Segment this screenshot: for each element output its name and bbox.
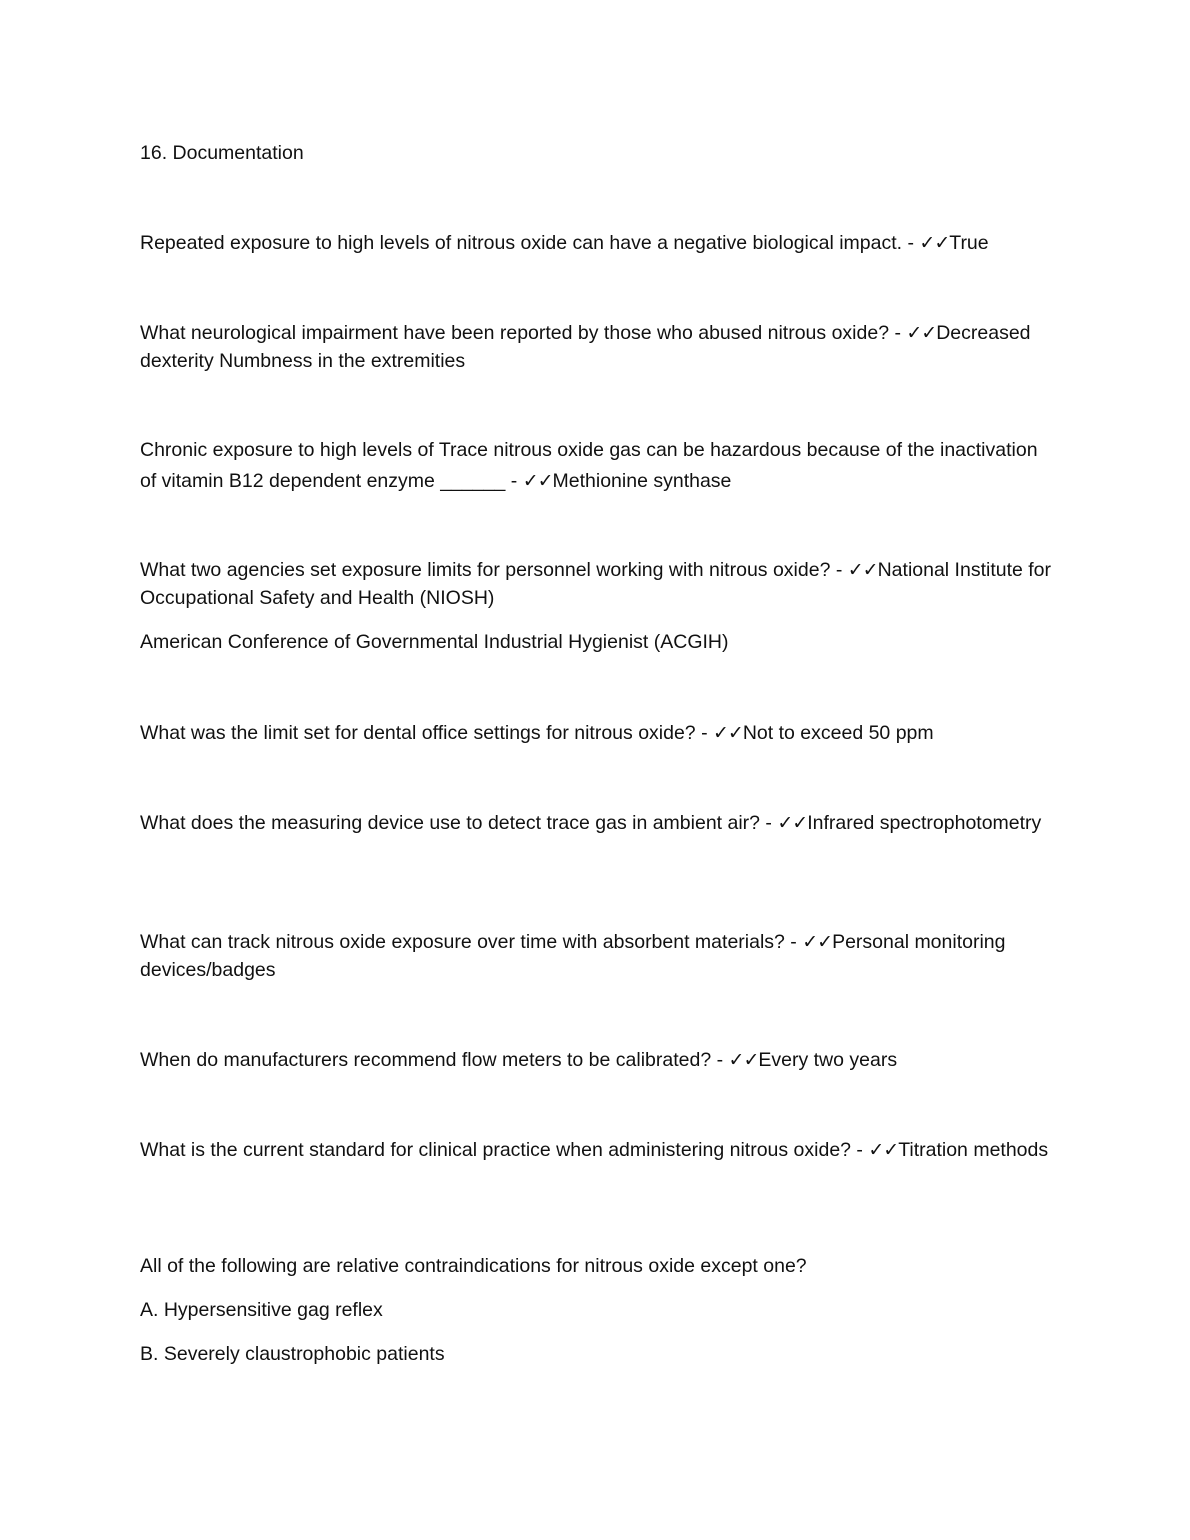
qa-item-2 <box>140 319 1055 375</box>
answer-text: Decreased dexterity Numbness in the extremities <box>140 322 1031 372</box>
option-b: B. Severely claustrophobic patients <box>140 1343 445 1365</box>
answer-text: Infrared spectrophotometry <box>807 812 1042 834</box>
check-mark-icon: ✓✓ <box>522 470 553 492</box>
answer-text: Titration methods <box>898 1139 1049 1161</box>
answer-text: True <box>949 232 989 254</box>
answer-text: National Institute for Occupational Safety and Health (NIOSH) <box>140 559 1052 609</box>
question-text: What does the measuring device use to detect trace gas in ambient air? - <box>140 812 772 834</box>
section-title: 16. Documentation <box>140 142 304 164</box>
question-text: Repeated exposure to high levels of nitrous oxide can have a negative biological impact. - <box>140 232 914 254</box>
question-text: What two agencies set exposure limits for personnel working with nitrous oxide? - <box>140 559 843 581</box>
check-mark-icon: ✓✓ <box>713 722 743 744</box>
qa-item-3 <box>140 435 1055 497</box>
check-mark-icon: ✓✓ <box>777 812 808 834</box>
final-question: All of the following are relative contraindications for nitrous oxide except one? <box>140 1255 807 1277</box>
check-mark-icon: ✓✓ <box>868 1139 899 1161</box>
qa-item-4 <box>140 556 1055 612</box>
agency-second-line: American Conference of Governmental Industrial Hygienist (ACGIH) <box>140 631 729 653</box>
question-text: What is the current standard for clinical practice when administering nitrous oxide? - <box>140 1139 863 1161</box>
check-mark-icon: ✓✓ <box>728 1049 759 1071</box>
check-mark-icon: ✓✓ <box>919 232 950 254</box>
question-text: What was the limit set for dental office settings for nitrous oxide? - <box>140 722 708 744</box>
answer-text: Personal monitoring devices/badges <box>140 931 1006 981</box>
option-a: A. Hypersensitive gag reflex <box>140 1299 383 1321</box>
qa-item-7 <box>140 928 1055 984</box>
question-text: When do manufacturers recommend flow meters to be calibrated? - <box>140 1049 724 1071</box>
check-mark-icon: ✓✓ <box>847 559 878 581</box>
qa-item-1 <box>140 229 1055 257</box>
qa-item-5 <box>140 719 1055 747</box>
check-mark-icon: ✓✓ <box>906 322 937 344</box>
qa-item-9 <box>140 1136 1055 1164</box>
answer-text: Methionine synthase <box>552 470 732 492</box>
qa-item-8 <box>140 1046 1055 1074</box>
answer-text: Every two years <box>758 1049 898 1071</box>
qa-item-6 <box>140 809 1055 837</box>
question-text: What neurological impairment have been reported by those who abused nitrous oxide? - <box>140 322 901 344</box>
question-text: Chronic exposure to high levels of Trace nitrous oxide gas can be hazardous because of the inactivation of vitamin B12 dependent enzyme ______ - <box>140 439 1038 492</box>
question-text: What can track nitrous oxide exposure over time with absorbent materials? - <box>140 931 797 953</box>
answer-text: Not to exceed 50 ppm <box>742 722 934 744</box>
check-mark-icon: ✓✓ <box>802 931 833 953</box>
